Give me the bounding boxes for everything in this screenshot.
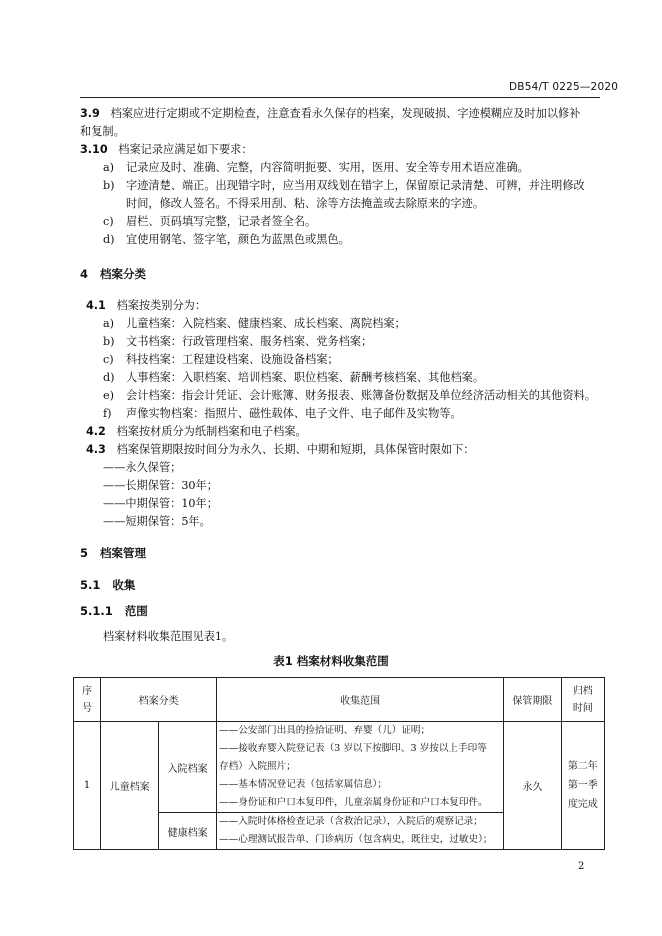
header-period: 保管期限 — [504, 678, 561, 722]
row-seq: 1 — [74, 722, 101, 850]
section-text: 档案按类别分为： — [116, 299, 207, 312]
list-item-text: 科技档案：工程建设档案、设施设备档案； — [126, 353, 339, 366]
section-4-3 — [86, 441, 475, 459]
list-item-e: e) — [103, 389, 114, 402]
section-text: 档案保管期限按时间分为永久、长期、中期和短期，具体保管时限如下： — [116, 443, 475, 456]
list-item-text: 眉栏、页码填写完整，记录者签全名。 — [126, 215, 317, 228]
row-scope-health: ——入院时体格检查记录（含救治记录），入院后的观察记录； ——心理测试报告单、门诊病历（包含病史，既往史，过敏史）； — [217, 813, 504, 850]
collection-scope-table — [73, 677, 605, 850]
section-text: 档案记录应满足如下要求： — [118, 143, 253, 156]
section-3-10 — [80, 141, 253, 159]
section-4-2 — [86, 423, 307, 441]
list-item-text-cont: 时间，修改人签名。不得采用刮、粘、涂等方法掩盖或去除原来的字迹。 — [126, 197, 485, 210]
list-item-b: b) — [103, 335, 115, 348]
row-time: 第二年 第一季 度完成 — [561, 722, 604, 850]
list-item-text: 宜使用钢笔、签字笔，颜色为蓝黑色或黑色。 — [126, 233, 350, 246]
section-number: 3.9 — [80, 107, 100, 120]
list-item-text: 声像实物档案：指照片、磁性载体、电子文件、电子邮件及实物等。 — [126, 407, 462, 420]
list-item-text: 字迹清楚、端正。出现错字时，应当用双线划在错字上，保留原记录清楚、可辨，并注明修改 — [126, 179, 585, 192]
table-header-row — [74, 678, 605, 722]
list-item-text: 文书档案：行政管理档案、服务档案、党务档案； — [126, 335, 373, 348]
list-item-a: a) — [103, 161, 115, 174]
list-item-d: d) — [103, 371, 115, 384]
retention-item: ——短期保管：5年。 — [103, 515, 211, 528]
header-seq: 序 号 — [74, 678, 101, 722]
header-category: 档案分类 — [101, 678, 217, 722]
row-scope-admission: ——公安部门出具的捡拾证明、弃婴（儿）证明； ——接收弃婴入院登记表（3 岁以下按脚印、3 岁按以上手印等 存档）入院照片； ——基本情况登记表（包括家属信息）； ——身份证和户口本复印件，儿童亲属身份证和户口本复印件。 — [217, 722, 504, 813]
section-4-1 — [86, 297, 206, 315]
heading-5-1: 5.1 收集 — [80, 578, 136, 592]
list-item-a: a) — [103, 317, 115, 330]
retention-item: ——中期保管：10年； — [103, 497, 218, 510]
section-3-9 — [80, 105, 580, 123]
row-category: 儿童档案 — [101, 722, 159, 850]
table-caption: 表1 档案材料收集范围 — [273, 654, 389, 668]
list-item-text: 会计档案：指会计凭证、会计账簿、财务报表、账簿备份数据及单位经济活动相关的其他资料。 — [126, 389, 596, 402]
row-sub-admission: 入院档案 — [159, 722, 217, 813]
heading-4: 4 档案分类 — [80, 267, 147, 281]
page-number: 2 — [578, 861, 585, 872]
section-number: 4.2 — [86, 425, 106, 438]
section-text: 档案按材质分为纸制档案和电子档案。 — [116, 425, 307, 438]
section-number: 3.10 — [80, 143, 108, 156]
row-period: 永久 — [504, 722, 561, 850]
list-item-text: 人事档案：入职档案、培训档案、职位档案、薪酬考核档案、其他档案。 — [126, 371, 485, 384]
retention-item: ——永久保管； — [103, 461, 182, 474]
section-text: 档案应进行定期或不定期检查，注意查看永久保存的档案，发现破损、字迹模糊应及时加以修补 — [110, 107, 581, 120]
section-number: 4.1 — [86, 299, 106, 312]
heading-5-1-1: 5.1.1 范围 — [80, 604, 148, 618]
list-item-text: 记录应及时、准确、完整，内容简明扼要、实用，医用、安全等专用术语应准确。 — [126, 161, 529, 174]
list-item-d: d) — [103, 233, 115, 246]
paragraph: 档案材料收集范围见表1。 — [103, 630, 234, 643]
section-number: 4.3 — [86, 443, 106, 456]
header-time: 归档 时间 — [561, 678, 604, 722]
table-row — [74, 722, 605, 813]
document-code: DB54/T 0225—2020 — [509, 81, 619, 93]
list-item-f: f) — [103, 407, 112, 420]
list-item-text: 儿童档案：入院档案、健康档案、成长档案、离院档案； — [126, 317, 406, 330]
list-item-c: c) — [103, 353, 114, 366]
list-item-b: b) — [103, 179, 115, 192]
row-sub-health: 健康档案 — [159, 813, 217, 850]
section-3-9-cont: 和复制。 — [80, 125, 125, 138]
heading-5: 5 档案管理 — [80, 546, 147, 560]
retention-item: ——长期保管：30年； — [103, 479, 218, 492]
header-rule — [80, 97, 600, 98]
header-scope: 收集范围 — [217, 678, 504, 722]
list-item-c: c) — [103, 215, 114, 228]
